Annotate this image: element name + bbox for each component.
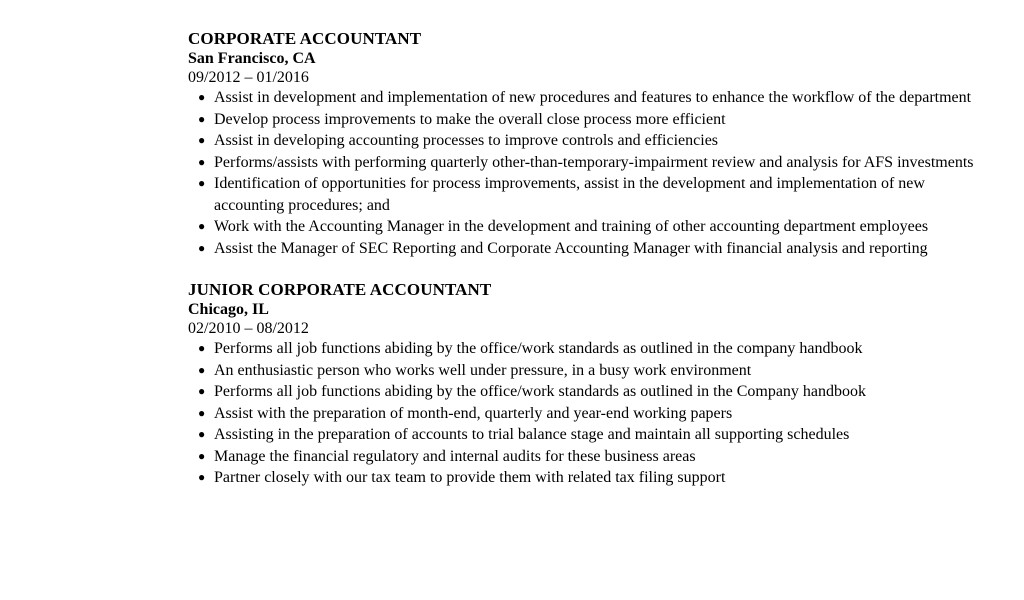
job-bullet <box>188 403 974 425</box>
job-bullet-text: Assist in developing accounting processes to improve controls and efficiencies <box>214 132 719 149</box>
job-location: Chicago, IL <box>188 301 269 318</box>
job-entry-corporate-accountant <box>188 28 988 259</box>
job-entry-junior-corporate-accountant <box>188 279 988 489</box>
bullet-dot-icon: ● <box>198 384 206 398</box>
job-bullet-text: Assist the Manager of SEC Reporting and Corporate Accounting Manager with financial analysis and reporting <box>214 239 928 257</box>
job-bullet <box>188 109 974 131</box>
job-bullet-text: An enthusiastic person who works well under pressure, in a busy work environment <box>214 361 752 379</box>
bullet-dot-icon: ● <box>198 154 206 169</box>
bullet-dot-icon: ● <box>198 362 206 377</box>
job-bullet-text: Performs all job functions abiding by the office/work standards as outlined in the company handbook <box>214 340 863 357</box>
job-bullet <box>188 87 974 109</box>
bullet-dot-icon: ● <box>198 133 206 147</box>
bullet-dot-icon: ● <box>198 341 206 355</box>
job-bullet-text: Partner closely with our tax team to provide them with related tax filing support <box>214 469 726 486</box>
job-bullet-text: Assist in development and implementation of new procedures and features to enhance the workflow of the department <box>214 89 972 106</box>
job-bullet <box>188 467 974 489</box>
resume-experience-section <box>188 28 988 489</box>
bullet-dot-icon: ● <box>198 176 206 190</box>
bullet-dot-icon: ● <box>198 470 206 484</box>
job-bullet-text: Work with the Accounting Manager in the development and training of other accounting department employees <box>214 218 929 235</box>
job-bullet-list <box>188 87 988 259</box>
bullet-dot-icon: ● <box>198 427 206 441</box>
job-bullet-text: Identification of opportunities for process improvements, assist in the development and implementation of new accounting procedures; and <box>214 175 925 214</box>
job-dates: 09/2012 – 01/2016 <box>188 69 309 86</box>
bullet-dot-icon: ● <box>198 405 206 420</box>
job-bullet <box>188 238 974 260</box>
job-title: JUNIOR CORPORATE ACCOUNTANT <box>188 280 492 299</box>
job-bullet <box>188 216 974 238</box>
job-bullet <box>188 360 974 382</box>
job-bullet <box>188 381 974 403</box>
job-bullet <box>188 173 974 216</box>
bullet-dot-icon: ● <box>198 240 206 255</box>
job-bullet-text: Performs all job functions abiding by the office/work standards as outlined in the Company handbook <box>214 383 867 400</box>
bullet-dot-icon: ● <box>198 90 206 104</box>
job-bullet <box>188 130 974 152</box>
bullet-dot-icon: ● <box>198 448 206 463</box>
job-bullet <box>188 424 974 446</box>
bullet-dot-icon: ● <box>198 219 206 233</box>
job-title: CORPORATE ACCOUNTANT <box>188 29 422 48</box>
job-bullet-text: Assisting in the preparation of accounts to trial balance stage and maintain all supporting schedules <box>214 426 850 443</box>
job-bullet-list <box>188 338 988 489</box>
job-location: San Francisco, CA <box>188 50 316 67</box>
job-dates: 02/2010 – 08/2012 <box>188 320 309 337</box>
job-bullet <box>188 446 974 468</box>
job-bullet-text: Performs/assists with performing quarterly other-than-temporary-impairment review and analysis for AFS investments <box>214 153 974 171</box>
job-bullet <box>188 338 974 360</box>
job-bullet-text: Manage the financial regulatory and internal audits for these business areas <box>214 447 696 465</box>
job-bullet <box>188 152 974 174</box>
bullet-dot-icon: ● <box>198 111 206 126</box>
job-bullet-text: Develop process improvements to make the overall close process more efficient <box>214 110 726 128</box>
job-bullet-text: Assist with the preparation of month-end, quarterly and year-end working papers <box>214 404 733 422</box>
